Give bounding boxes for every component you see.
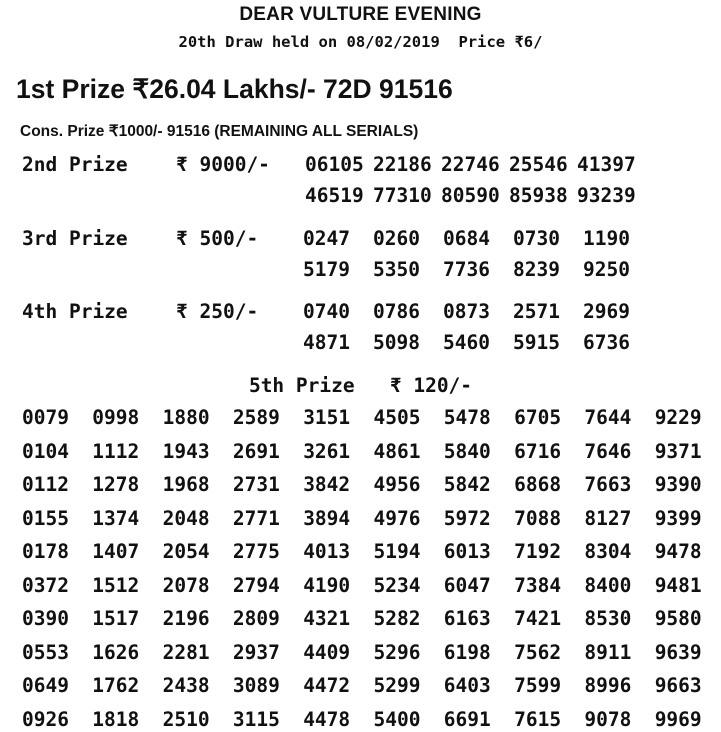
fifth-prize-number: 4505 — [373, 406, 421, 429]
fifth-prize-number: 4013 — [303, 540, 351, 563]
fifth-prize-number: 0372 — [22, 573, 69, 597]
winning-number: 25546 — [509, 153, 568, 176]
fifth-prize-number: 8304 — [584, 540, 632, 563]
winning-number: 0247 — [303, 227, 350, 250]
winning-number: 0786 — [373, 300, 420, 323]
fifth-prize-number: 9481 — [654, 573, 702, 597]
winning-number: 0260 — [373, 227, 420, 250]
fifth-prize-number: 5972 — [443, 506, 491, 530]
fifth-prize-number: 2775 — [232, 540, 280, 563]
winning-number: 4871 — [303, 331, 350, 354]
winning-number: 2571 — [513, 300, 560, 323]
winning-number: 06105 — [305, 153, 364, 176]
fifth-prize-number: 3089 — [232, 674, 280, 697]
fifth-prize-number: 8996 — [584, 674, 632, 697]
fifth-prize-number: 1112 — [92, 439, 140, 463]
winning-number: 46519 — [305, 184, 364, 207]
fifth-prize-number: 2281 — [162, 640, 210, 664]
winning-number: 41397 — [577, 153, 636, 176]
fifth-prize-number: 8911 — [584, 640, 632, 664]
fifth-prize-number: 2691 — [232, 439, 280, 463]
fifth-prize-number: 5296 — [373, 640, 421, 664]
winning-number: 2969 — [583, 300, 630, 323]
winning-number: 22746 — [441, 153, 500, 176]
fifth-prize-number: 6691 — [443, 707, 491, 731]
fifth-prize-number: 0155 — [22, 506, 69, 530]
fifth-prize-number: 4861 — [373, 439, 421, 463]
prize-label: 2nd Prize — [22, 153, 128, 176]
fifth-prize-number: 8530 — [584, 607, 632, 630]
first-prize: 1st Prize ₹26.04 Lakhs/- 72D 91516 — [16, 74, 453, 104]
fifth-prize-number: 7562 — [514, 640, 562, 664]
fifth-prize-number: 9078 — [584, 707, 632, 731]
fifth-prize-number: 5400 — [373, 707, 421, 731]
winning-number: 85938 — [509, 184, 568, 207]
fifth-prize-number: 6163 — [443, 607, 491, 630]
fifth-prize-number: 9229 — [654, 406, 702, 429]
winning-number: 80590 — [441, 184, 500, 207]
fifth-prize-number: 9371 — [654, 439, 702, 463]
fifth-prize-number: 2937 — [232, 640, 280, 664]
fifth-prize-number: 2078 — [162, 573, 210, 597]
winning-number: 77310 — [373, 184, 432, 207]
fifth-prize-number: 9639 — [654, 640, 702, 664]
fifth-prize-number: 6705 — [514, 406, 562, 429]
fifth-prize-number: 7663 — [584, 473, 632, 496]
winning-number: 5179 — [303, 258, 350, 281]
fifth-prize-number: 7384 — [514, 573, 562, 597]
winning-number: 5098 — [373, 331, 420, 354]
fifth-prize-number: 2809 — [232, 607, 280, 630]
fifth-prize-number: 7192 — [514, 540, 562, 563]
fifth-prize-number: 6868 — [514, 473, 562, 496]
fifth-prize-number: 7599 — [514, 674, 562, 697]
draw-info: 20th Draw held on 08/02/2019 Price ₹6/ — [178, 33, 543, 51]
fifth-prize-number: 5478 — [443, 406, 491, 429]
fifth-prize-number: 1278 — [92, 473, 140, 496]
prize-amount: ₹ 500/- — [176, 227, 259, 250]
winning-number: 0730 — [513, 227, 560, 250]
fifth-prize-number: 2771 — [232, 506, 280, 530]
fifth-prize-number: 6013 — [443, 540, 491, 563]
fifth-prize-number: 1626 — [92, 640, 140, 664]
fifth-prize-label: 5th Prize — [248, 374, 355, 397]
winning-number: 0684 — [443, 227, 490, 250]
fifth-prize-number: 6716 — [514, 439, 562, 463]
winning-number: 6736 — [583, 331, 630, 354]
fifth-prize-number: 0104 — [22, 439, 69, 463]
fifth-prize-number: 6403 — [443, 674, 491, 697]
fifth-prize-number: 6047 — [443, 573, 491, 597]
fifth-prize-number: 7088 — [514, 506, 562, 530]
fifth-prize-number: 2510 — [162, 707, 210, 731]
fifth-prize-number: 4321 — [303, 607, 351, 630]
fifth-prize-number: 1407 — [92, 540, 140, 563]
fifth-prize-number: 9399 — [654, 506, 702, 530]
fifth-prize-number: 1374 — [92, 506, 140, 530]
winning-number: 7736 — [443, 258, 490, 281]
winning-number: 93239 — [577, 184, 636, 207]
fifth-prize-number: 9478 — [654, 540, 702, 563]
fifth-prize-number: 0553 — [22, 640, 69, 664]
fifth-prize-number: 0390 — [22, 607, 69, 630]
prize-label: 4th Prize — [22, 300, 128, 323]
fifth-prize-number: 1880 — [162, 406, 210, 429]
fifth-prize-number: 1818 — [92, 707, 140, 731]
fifth-prize-number: 0112 — [22, 473, 69, 496]
fifth-prize-number: 4976 — [373, 506, 421, 530]
winning-number: 0740 — [303, 300, 350, 323]
prize-amount: ₹ 9000/- — [176, 153, 270, 176]
fifth-prize-number: 6198 — [443, 640, 491, 664]
fifth-prize-number: 2794 — [232, 573, 280, 597]
fifth-prize-number: 2048 — [162, 506, 210, 530]
fifth-prize-number: 1762 — [92, 674, 140, 697]
fifth-prize-number: 4472 — [303, 674, 351, 697]
fifth-prize-number: 2731 — [232, 473, 280, 496]
winning-number: 5460 — [443, 331, 490, 354]
winning-number: 5350 — [373, 258, 420, 281]
fifth-prize-number: 0079 — [22, 406, 69, 429]
fifth-prize-number: 5194 — [373, 540, 421, 563]
winning-number: 8239 — [513, 258, 560, 281]
fifth-prize-number: 4956 — [373, 473, 421, 496]
fifth-prize-number: 9663 — [654, 674, 702, 697]
fifth-prize-number: 9969 — [654, 707, 702, 731]
fifth-prize-number: 1512 — [92, 573, 140, 597]
fifth-prize-number: 3115 — [232, 707, 280, 731]
fifth-prize-number: 2438 — [162, 674, 210, 697]
fifth-prize-heading — [0, 374, 721, 397]
prize-amount: ₹ 250/- — [176, 300, 259, 323]
consolation-prize: Cons. Prize ₹1000/- 91516 (REMAINING ALL SERIALS) — [20, 123, 419, 140]
winning-number: 22186 — [373, 153, 432, 176]
fifth-prize-number: 0926 — [22, 707, 69, 731]
fifth-prize-number: 0998 — [92, 406, 140, 429]
fifth-prize-number: 1943 — [162, 439, 210, 463]
prize-label: 3rd Prize — [22, 227, 128, 250]
winning-number: 9250 — [583, 258, 630, 281]
fifth-prize-number: 3894 — [303, 506, 351, 530]
fifth-prize-number: 3261 — [303, 439, 351, 463]
fifth-prize-number: 4190 — [303, 573, 351, 597]
fifth-prize-number: 7644 — [584, 406, 632, 429]
fifth-prize-number: 7421 — [514, 607, 562, 630]
fifth-prize-number: 2196 — [162, 607, 210, 630]
winning-number: 5915 — [513, 331, 560, 354]
fifth-prize-number: 1517 — [92, 607, 140, 630]
page-title: DEAR VULTURE EVENING — [239, 4, 482, 25]
fifth-prize-number: 3151 — [303, 406, 351, 429]
fifth-prize-number: 2054 — [162, 540, 210, 563]
fifth-prize-number: 5299 — [373, 674, 421, 697]
fifth-prize-number: 5842 — [443, 473, 491, 496]
fifth-prize-number: 1968 — [162, 473, 210, 496]
winning-number: 0873 — [443, 300, 490, 323]
fifth-prize-number: 2589 — [232, 406, 280, 429]
fifth-prize-number: 8127 — [584, 506, 632, 530]
winning-number: 1190 — [583, 227, 630, 250]
fifth-prize-number: 5282 — [373, 607, 421, 630]
fifth-prize-number: 9580 — [654, 607, 702, 630]
fifth-prize-number: 5234 — [373, 573, 421, 597]
fifth-prize-number: 0649 — [22, 674, 69, 697]
fifth-prize-number: 3842 — [303, 473, 351, 496]
fifth-prize-number: 5840 — [443, 439, 491, 463]
fifth-prize-number: 9390 — [654, 473, 702, 496]
fifth-prize-number: 4478 — [303, 707, 351, 731]
fifth-prize-number: 7646 — [584, 439, 632, 463]
fifth-prize-number: 7615 — [514, 707, 562, 731]
fifth-prize-number: 0178 — [22, 540, 69, 563]
fifth-prize-amount: ₹ 120/- — [389, 374, 473, 397]
fifth-prize-number: 8400 — [584, 573, 632, 597]
fifth-prize-number: 4409 — [303, 640, 351, 664]
